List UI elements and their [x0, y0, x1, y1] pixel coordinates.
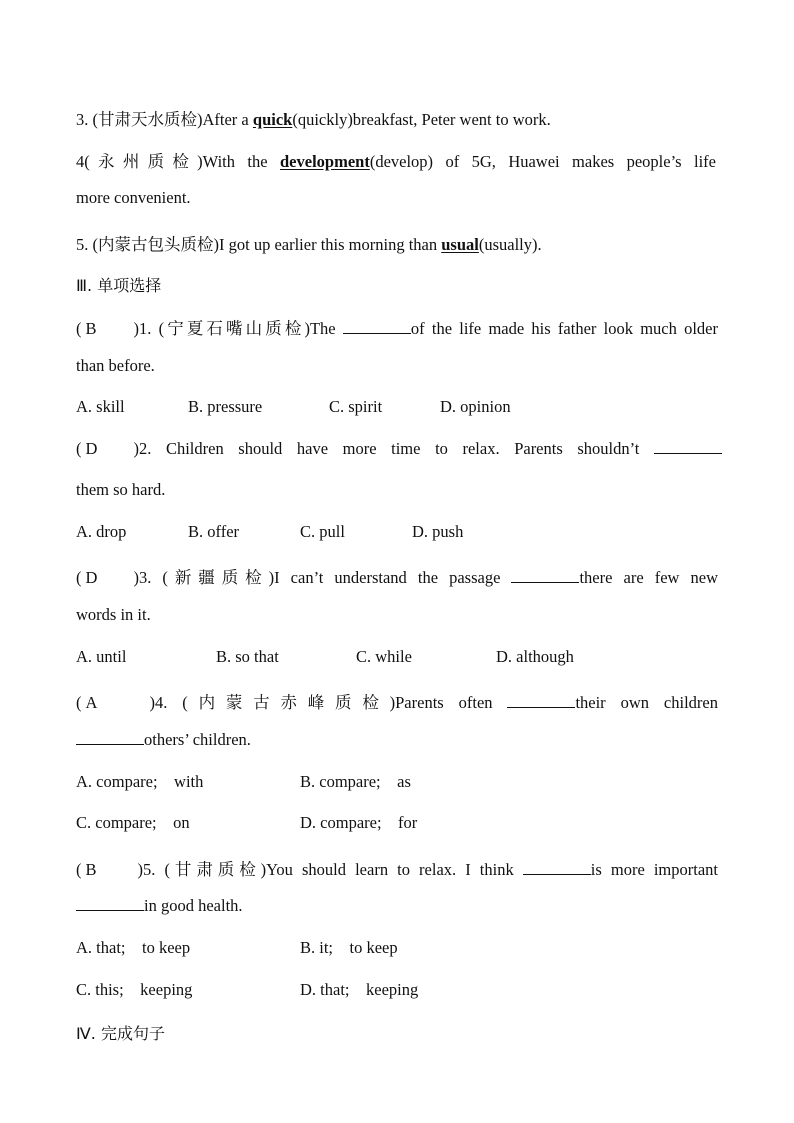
section-heading-multiple-choice: Ⅲ. 单项选择 — [76, 276, 162, 295]
question-1-option-a: A. skill — [76, 397, 125, 416]
question-2-stem-a: )2. Children should have more time to relax. Parents shouldn’t — [133, 439, 654, 458]
question-3-option-a: A. until — [76, 647, 127, 666]
question-5-cont-text: in good health. — [144, 896, 243, 915]
fill-item-3-answer: quick — [252, 110, 293, 129]
question-4-paren-open: ( — [76, 693, 82, 712]
question-5-paren-open: ( — [76, 860, 82, 879]
question-2-paren-open: ( — [76, 439, 82, 458]
fill-item-4 — [76, 148, 716, 172]
question-2-option-b: B. offer — [188, 522, 240, 541]
question-4-option-c: C. compare; on — [76, 813, 190, 832]
question-3-blank — [511, 568, 579, 583]
section-heading-complete-sentences: Ⅳ. 完成句子 — [76, 1024, 165, 1043]
question-4-blank-2 — [76, 730, 144, 745]
question-5-blank-2 — [76, 896, 144, 911]
question-5-option-d: D. that; keeping — [300, 980, 419, 999]
question-4-option-b: B. compare; as — [300, 772, 411, 791]
question-3-option-c: C. while — [356, 647, 412, 666]
question-1 — [76, 315, 718, 339]
fill-item-4-continuation: more convenient. — [76, 188, 191, 207]
fill-item-5-suffix: (usually). — [478, 235, 542, 254]
question-4-blank-1 — [507, 693, 575, 708]
fill-item-4-prefix: 4(永州质检)With the — [76, 152, 280, 171]
question-2 — [76, 439, 722, 459]
question-5-answer: B — [85, 860, 97, 879]
question-1-option-b: B. pressure — [188, 397, 263, 416]
question-4-cont-text: others’ children. — [144, 730, 251, 749]
question-1-option-d: D. opinion — [440, 397, 511, 416]
fill-item-4-answer: development — [280, 152, 370, 171]
question-4 — [76, 689, 718, 713]
question-2-option-c: C. pull — [300, 522, 345, 541]
question-3-answer: D — [85, 568, 98, 587]
question-1-blank — [343, 319, 411, 334]
question-2-option-d: D. push — [412, 522, 464, 541]
question-2-option-a: A. drop — [76, 522, 127, 541]
question-4-stem-a: )4. (内蒙古赤峰质检)Parents often — [149, 693, 508, 712]
question-3-option-b: B. so that — [216, 647, 279, 666]
question-5-stem-a: )5. (甘肃质检)You should learn to relax. I think — [137, 860, 523, 879]
question-1-paren-open: ( — [76, 319, 82, 338]
question-3-stem-a: )3. (新疆质检)I can’t understand the passage — [133, 568, 512, 587]
fill-item-3-prefix: 3. (甘肃天水质检)After a — [76, 110, 253, 129]
question-2-blank — [654, 439, 722, 454]
question-5-option-b: B. it; to keep — [300, 938, 398, 957]
question-4-option-a: A. compare; with — [76, 772, 204, 791]
question-3-option-d: D. although — [496, 647, 574, 666]
question-4-cont — [76, 730, 251, 750]
question-4-stem-b: their own children — [575, 693, 718, 712]
question-2-cont: them so hard. — [76, 480, 166, 499]
question-1-stem-b: of the life made his father look much older — [410, 319, 718, 338]
question-4-answer: A — [85, 693, 98, 712]
question-5-cont — [76, 896, 243, 916]
fill-item-4-suffix: (develop) of 5G, Huawei makes people’s life — [369, 152, 716, 171]
question-1-cont: than before. — [76, 356, 155, 375]
fill-item-5 — [76, 231, 542, 255]
question-1-option-c: C. spirit — [329, 397, 383, 416]
question-3-paren-open: ( — [76, 568, 82, 587]
question-5-blank-1 — [523, 860, 591, 875]
question-2-answer: D — [85, 439, 98, 458]
question-3 — [76, 564, 718, 588]
question-1-stem-a: )1. (宁夏石嘴山质检)The — [133, 319, 343, 338]
question-5-stem-b: is more important — [590, 860, 718, 879]
fill-item-3 — [76, 106, 551, 130]
question-5-option-c: C. this; keeping — [76, 980, 193, 999]
question-5 — [76, 856, 718, 880]
question-3-stem-b: there are few new — [579, 568, 718, 587]
question-1-answer: B — [85, 319, 97, 338]
question-3-cont: words in it. — [76, 605, 151, 624]
fill-item-3-suffix: (quickly)breakfast, Peter went to work. — [292, 110, 551, 129]
fill-item-5-answer: usual — [441, 235, 479, 254]
question-5-option-a: A. that; to keep — [76, 938, 191, 957]
fill-item-5-prefix: 5. (内蒙古包头质检)I got up earlier this morning than — [76, 235, 442, 254]
question-4-option-d: D. compare; for — [300, 813, 418, 832]
